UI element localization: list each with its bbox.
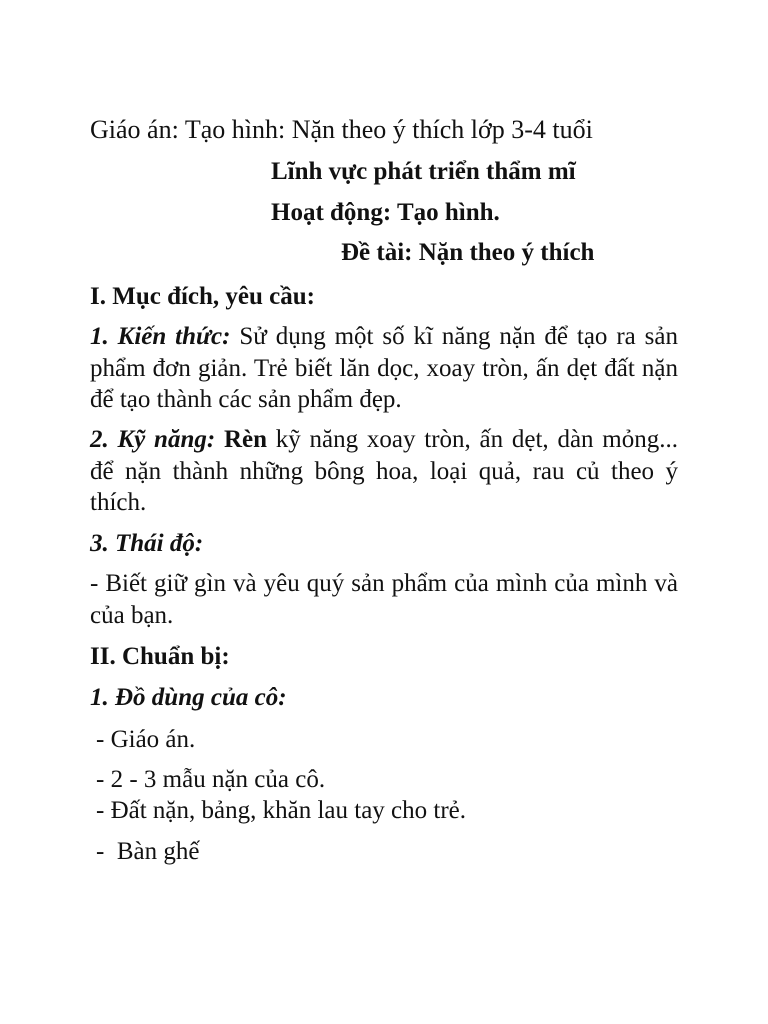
teacher-item-1: - Giáo án.	[96, 726, 196, 753]
knowledge-text: Sử dụng một số kĩ năng nặn để tạo ra sản phẩm đơn giản. Trẻ biết lăn dọc, xoay tròn, ấn dẹt đất nặn để tạo thành các sản phẩm đẹp.	[90, 323, 678, 413]
teacher-item-2: - 2 - 3 mẫu nặn của cô.	[96, 766, 326, 793]
teacher-item-3: - Đất nặn, bảng, khăn lau tay cho trẻ.	[96, 797, 467, 824]
skills-paragraph	[90, 424, 678, 519]
skills-label: 2. Kỹ năng:	[90, 426, 216, 453]
attitude-paragraph: - Biết giữ gìn và yêu quý sản phẩm của mình của mình và của bạn.	[90, 570, 678, 629]
teacher-items-label: 1. Đồ dùng của cô:	[90, 684, 287, 711]
knowledge-paragraph	[90, 321, 678, 416]
knowledge-label: 1. Kiến thức:	[90, 323, 231, 350]
skills-text: kỹ năng xoay tròn, ấn dẹt, dàn mỏng... để nặn thành những bông hoa, loại quả, rau củ theo ý thích.	[90, 426, 679, 516]
activity-heading: Hoạt động: Tạo hình.	[271, 199, 500, 226]
document-title: Giáo án: Tạo hình: Nặn theo ý thích lớp 3-4 tuổi	[90, 115, 593, 144]
section1-heading: I. Mục đích, yêu cầu:	[90, 283, 315, 310]
skills-bold-word: Rèn	[215, 426, 268, 453]
section2-heading: II. Chuẩn bị:	[90, 643, 230, 670]
teacher-item-4: - Bàn ghế	[96, 838, 200, 865]
attitude-label: 3. Thái độ:	[90, 530, 204, 557]
field-heading: Lĩnh vực phát triển thẩm mĩ	[271, 158, 576, 185]
topic-heading: Đề tài: Nặn theo ý thích	[341, 239, 595, 266]
